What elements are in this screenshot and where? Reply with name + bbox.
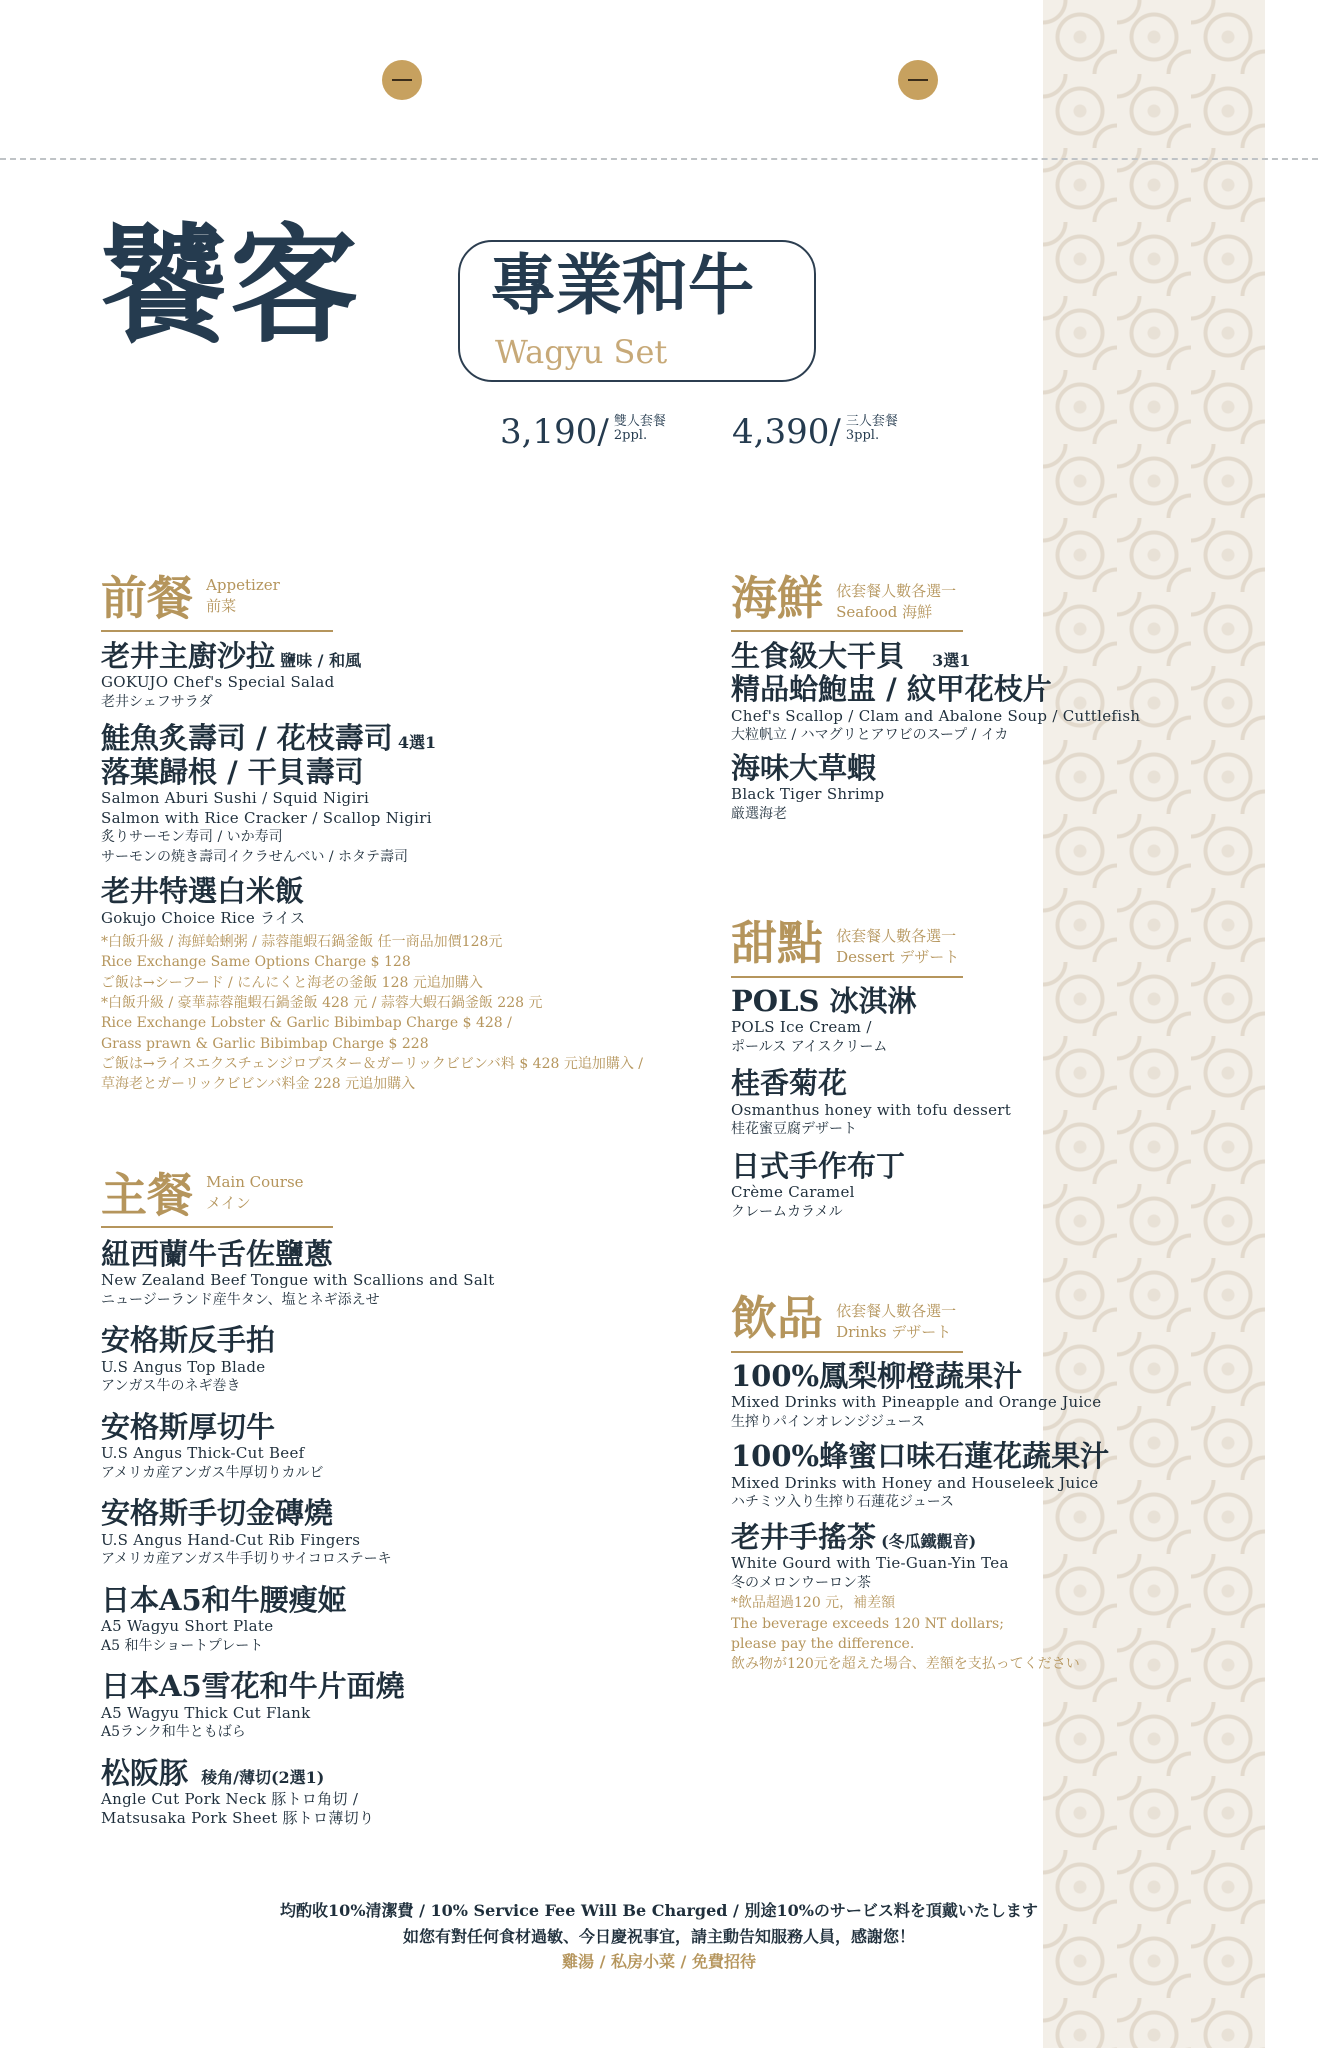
menu-item-note: 鹽味 / 和風 bbox=[280, 651, 362, 670]
list-item bbox=[731, 1360, 1151, 1432]
menu-item-name: 海味大草蝦 bbox=[731, 750, 877, 785]
appetizer-title-en: Appetizer bbox=[206, 576, 280, 594]
appetizer-title-jp: 前菜 bbox=[206, 597, 237, 615]
menu-item-jp: 炙りサーモン寿司 / いか寿司 bbox=[101, 829, 283, 846]
menu-item-name: 紐西蘭牛舌佐鹽蔥 bbox=[101, 1237, 334, 1271]
note-line: Rice Exchange Same Options Charge $ 128 bbox=[101, 954, 411, 971]
price-3ppl bbox=[732, 412, 898, 452]
dessert-heading bbox=[731, 916, 960, 970]
dessert-title-cn: 甜點 bbox=[731, 916, 823, 970]
menu-item-jp: アンガス牛のネギ巻き bbox=[101, 1378, 241, 1395]
menu-item-note: 3選1 bbox=[932, 651, 971, 670]
menu-item-name: 安格斯反手拍 bbox=[101, 1323, 276, 1358]
menu-item-note: (冬瓜鐵觀音) bbox=[881, 1531, 977, 1551]
seafood-heading bbox=[731, 571, 957, 625]
menu-item-en: Chef's Scallop / Clam and Abalone Soup / Cuttlefish bbox=[731, 706, 1141, 725]
menu-item-name: 安格斯厚切牛 bbox=[101, 1409, 276, 1444]
menu-item-en: U.S Angus Thick-Cut Beef bbox=[101, 1444, 305, 1463]
price-3ppl-en: 3ppl. bbox=[845, 428, 880, 444]
menu-item-en: Osmanthus honey with tofu dessert bbox=[731, 1100, 1012, 1119]
price-2ppl-value: 3,190/ bbox=[500, 412, 609, 452]
price-2ppl bbox=[500, 412, 666, 452]
seafood-underline bbox=[731, 630, 963, 632]
menu-item-jp: 冬のメロンウーロン茶 bbox=[731, 1574, 871, 1591]
list-item bbox=[101, 1497, 721, 1569]
note-line: *白飯升級 / 豪華蒜蓉龍蝦石鍋釜飯 428 元 / 蒜蓉大蝦石鍋釜飯 228 元 bbox=[101, 995, 543, 1012]
menu-item-en: Salmon Aburi Sushi / Squid Nigiri bbox=[101, 789, 370, 808]
list-item bbox=[731, 1067, 1141, 1139]
menu-item-name: 老井主廚沙拉 bbox=[101, 639, 276, 673]
menu-item-en: POLS Ice Cream / bbox=[731, 1018, 872, 1037]
set-title-cn: 專業和牛 bbox=[490, 246, 754, 324]
note-line: 草海老とガーリックビビンバ料金 228 元追加購入 bbox=[101, 1076, 416, 1093]
main-heading bbox=[101, 1168, 304, 1222]
menu-item-en: U.S Angus Hand-Cut Rib Fingers bbox=[101, 1530, 361, 1549]
menu-item-jp: ニュージーランド産牛タン、塩とネギ添えせ bbox=[101, 1291, 380, 1308]
menu-item-en: New Zealand Beef Tongue with Scallions and Salt bbox=[101, 1271, 495, 1290]
menu-item-en: Matsusaka Pork Sheet 豚トロ薄切り bbox=[101, 1809, 375, 1828]
note-line: Rice Exchange Lobster & Garlic Bibimbap Charge $ 428 / bbox=[101, 1015, 512, 1032]
drinks-title-cn: 飲品 bbox=[731, 1291, 823, 1345]
seafood-title-en: Seafood 海鮮 bbox=[836, 603, 933, 621]
main-title-jp: メイン bbox=[206, 1194, 251, 1212]
menu-item-name: 生食級大干貝 bbox=[731, 639, 906, 673]
drinks-title-sub: 依套餐人數各選一 bbox=[836, 1302, 957, 1320]
rice-upgrade-notes bbox=[101, 932, 721, 1094]
menu-item-en: White Gourd with Tie-Guan-Yin Tea bbox=[731, 1554, 1009, 1573]
set-title-en: Wagyu Set bbox=[495, 333, 668, 371]
menu-item-en: Gokujo Choice Rice ライス bbox=[101, 908, 306, 927]
menu-item-name: 日式手作布丁 bbox=[731, 1148, 906, 1183]
menu-item-name: 100%鳳梨柳橙蔬果汁 bbox=[731, 1359, 1023, 1393]
menu-item-name: 老井特選白米飯 bbox=[101, 874, 305, 909]
main-items bbox=[101, 1238, 721, 1829]
menu-item-jp: 厳選海老 bbox=[731, 805, 787, 822]
seafood-title-sub: 依套餐人數各選一 bbox=[836, 582, 957, 600]
footer-allergy-note: 如您有對任何食材過敏、今日慶祝事宜，請主動告知服務人員，感謝您！ bbox=[402, 1926, 915, 1946]
drinks-items bbox=[731, 1360, 1151, 1675]
menu-item-jp: ハチミツ入り生搾り石蓮花ジュース bbox=[731, 1494, 955, 1511]
menu-item-en: U.S Angus Top Blade bbox=[101, 1357, 266, 1376]
note-line: *白飯升級 / 海鮮蛤蜊粥 / 蒜蓉龍蝦石鍋釜飯 任一商品加價128元 bbox=[101, 934, 503, 951]
menu-item-jp: 桂花蜜豆腐デザート bbox=[731, 1121, 857, 1138]
main-underline bbox=[101, 1226, 333, 1228]
appetizer-items bbox=[101, 640, 721, 1095]
menu-item-en: A5 Wagyu Short Plate bbox=[101, 1617, 274, 1636]
list-item bbox=[101, 1670, 721, 1742]
list-item bbox=[101, 1411, 721, 1483]
menu-item-name: POLS 冰淇淋 bbox=[731, 984, 917, 1018]
note-line: The beverage exceeds 120 NT dollars; bbox=[731, 1615, 1004, 1632]
menu-item-en: A5 Wagyu Thick Cut Flank bbox=[101, 1703, 311, 1722]
price-3ppl-value: 4,390/ bbox=[732, 412, 841, 452]
menu-item-jp: 生搾りパインオレンジジュース bbox=[731, 1413, 925, 1430]
footer bbox=[0, 1898, 1318, 1975]
menu-item-name: 安格斯手切金磚燒 bbox=[101, 1496, 334, 1531]
menu-item-name: 日本A5和牛腰瘦姬 bbox=[101, 1582, 347, 1617]
menu-item-jp: 老井シェフサラダ bbox=[101, 693, 213, 710]
note-line: please pay the difference. bbox=[731, 1635, 915, 1652]
menu-item-note: 4選1 bbox=[397, 733, 437, 753]
menu-item-note: 稜角/薄切(2選1) bbox=[201, 1767, 325, 1787]
menu-item-name: 日本A5雪花和牛片面燒 bbox=[101, 1669, 405, 1704]
dessert-title-en: Dessert デザート bbox=[836, 948, 960, 966]
seafood-title-cn: 海鮮 bbox=[731, 571, 823, 625]
list-item bbox=[101, 1324, 721, 1396]
footer-service-fee: 均酌收10%清潔費 / 10% Service Fee Will Be Charged / 別途10%のサービス料を頂戴いたします bbox=[280, 1901, 1038, 1920]
menu-item-en: Mixed Drinks with Pineapple and Orange Juice bbox=[731, 1393, 1102, 1412]
appetizer-underline bbox=[101, 630, 333, 632]
menu-item-en: Crème Caramel bbox=[731, 1183, 855, 1202]
brand-title: 饕客 bbox=[100, 211, 361, 361]
price-2ppl-en: 2ppl. bbox=[613, 428, 648, 444]
dessert-title-sub: 依套餐人數各選一 bbox=[836, 927, 957, 945]
note-line: 飲み物が120元を超えた場合、差額を支払ってください bbox=[731, 1656, 1080, 1673]
menu-item-name: 精品蛤鮑盅 / 紋甲花枝片 bbox=[731, 672, 1052, 707]
menu-item-name: 鮭魚炙壽司 / 花枝壽司 bbox=[101, 721, 393, 756]
dessert-underline bbox=[731, 976, 963, 978]
main-title-cn: 主餐 bbox=[101, 1168, 193, 1222]
menu-item-name: 落葉歸根 / 干貝壽司 bbox=[101, 754, 364, 789]
list-item bbox=[731, 1440, 1151, 1512]
menu-item-name: 老井手搖茶 bbox=[731, 1519, 877, 1554]
note-line: ご飯は→ライスエクスチェンジロブスター＆ガーリックビビンバ料 $ 428 元追加購入 / bbox=[101, 1055, 644, 1072]
menu-item-name: 桂香菊花 bbox=[731, 1066, 848, 1101]
seafood-items bbox=[731, 640, 1141, 824]
menu-item-en: Salmon with Rice Cracker / Scallop Nigiri bbox=[101, 808, 432, 827]
menu-item-en: Mixed Drinks with Honey and Houseleek Juice bbox=[731, 1473, 1099, 1492]
pin-right bbox=[898, 60, 938, 100]
price-3ppl-cn: 三人套餐 bbox=[845, 414, 898, 429]
menu-item-name: 松阪豚 bbox=[101, 1755, 189, 1790]
menu-item-en: Black Tiger Shrimp bbox=[731, 785, 885, 804]
footer-complimentary: 雞湯 / 私房小菜 / 免費招待 bbox=[562, 1952, 756, 1972]
note-line: Grass prawn & Garlic Bibimbap Charge $ 228 bbox=[101, 1035, 429, 1052]
menu-item-jp: 大粒帆立 / ハマグリとアワビのスープ / イカ bbox=[731, 727, 1009, 744]
appetizer-heading bbox=[101, 571, 280, 625]
drinks-title-en: Drinks デザート bbox=[836, 1323, 952, 1341]
menu-item-en: Angle Cut Pork Neck 豚トロ角切 / bbox=[101, 1789, 359, 1808]
menu-item-jp: A5 和牛ショートプレート bbox=[101, 1637, 264, 1654]
dessert-items bbox=[731, 985, 1141, 1222]
menu-item-jp: サーモンの焼き壽司イクラせんべい / ホタテ壽司 bbox=[101, 848, 409, 865]
menu-item-en: GOKUJO Chef's Special Salad bbox=[101, 673, 335, 692]
menu-item-jp: アメリカ産アンガス牛厚切りカルビ bbox=[101, 1464, 324, 1481]
price-2ppl-cn: 雙人套餐 bbox=[613, 414, 666, 429]
menu-item-jp: アメリカ産アンガス牛手切りサイコロステーキ bbox=[101, 1551, 392, 1568]
list-item bbox=[101, 1238, 721, 1310]
note-line: *飲品超過120 元，補差額 bbox=[731, 1595, 896, 1612]
menu-item-jp: クレームカラメル bbox=[731, 1203, 843, 1220]
drinks-underline bbox=[731, 1351, 963, 1353]
list-item bbox=[731, 1150, 1141, 1222]
list-item bbox=[731, 1521, 1151, 1675]
drinks-heading bbox=[731, 1291, 957, 1345]
appetizer-title-cn: 前餐 bbox=[101, 571, 193, 625]
main-title-en: Main Course bbox=[206, 1173, 304, 1191]
menu-item-jp: ポールス アイスクリーム bbox=[731, 1038, 888, 1055]
list-item bbox=[101, 1584, 721, 1656]
dashed-divider bbox=[0, 158, 1318, 160]
note-line: ご飯は→シーフード / にんにくと海老の釜飯 128 元追加購入 bbox=[101, 974, 483, 991]
pin-left bbox=[382, 60, 422, 100]
list-item bbox=[101, 1757, 721, 1829]
menu-item-name: 100%蜂蜜口味石蓮花蔬果汁 bbox=[731, 1439, 1110, 1474]
menu-item-jp: A5ランク和牛ともばら bbox=[101, 1724, 246, 1741]
list-item bbox=[731, 985, 1141, 1057]
